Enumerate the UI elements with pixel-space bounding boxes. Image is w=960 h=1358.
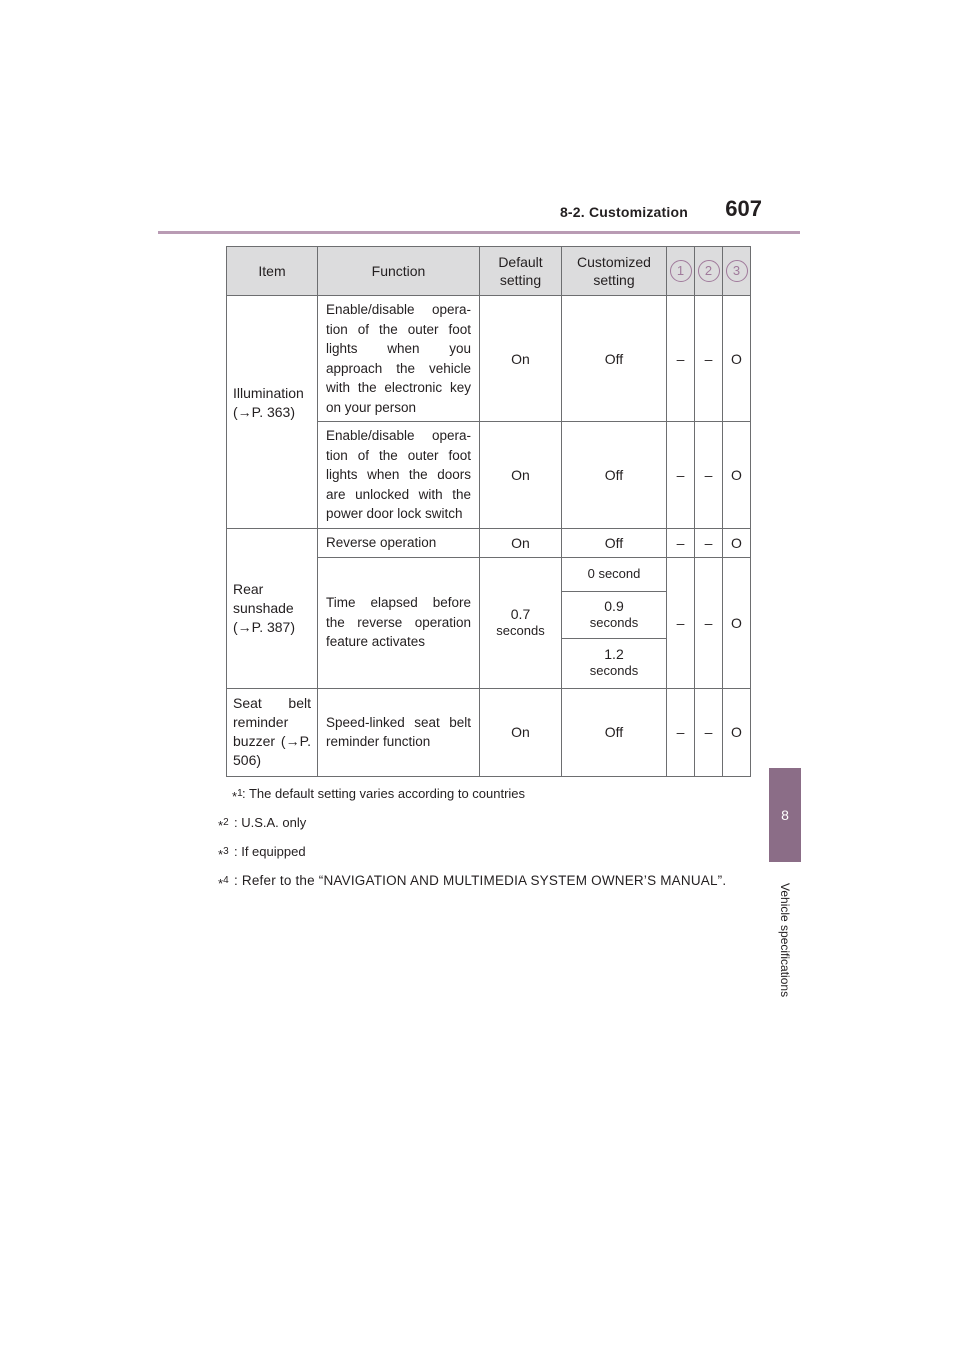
footnote-text: : The default setting varies according to countries (242, 786, 526, 801)
item-rear-sunshade: Rear sunshade (→P. 387) (227, 529, 318, 689)
option-value: 0.9 (604, 597, 624, 614)
customized-value: Off (562, 296, 667, 422)
option-value: 1.2 (604, 646, 624, 662)
footnote-asterisk: * (232, 789, 238, 804)
default-number: 0.7 (510, 605, 531, 622)
default-value: On (480, 529, 562, 558)
page-number: 607 (725, 196, 762, 221)
column-header-3 (723, 247, 751, 296)
mark-col3: O (723, 422, 751, 529)
column-header-2 (695, 247, 723, 296)
footnote-text: : Refer to the “NAVIGATION AND MULTIMEDIA SYSTEM OWNER’S MANUAL”. (234, 873, 727, 888)
footnote-1 (222, 783, 767, 805)
number-1-icon: 1 (670, 260, 692, 282)
item-illumination: Illumination (→P. 363) (227, 296, 318, 529)
table-header-row (227, 247, 751, 296)
default-value: On (480, 296, 562, 422)
mark-col2: – (695, 557, 723, 688)
footnote-asterisk: * (218, 818, 224, 833)
mark-col3: O (723, 296, 751, 422)
mark-col1: – (667, 688, 695, 776)
column-header-1 (667, 247, 695, 296)
option-cell (562, 638, 667, 688)
number-3-icon: 3 (726, 260, 748, 282)
footnote-number: 3 (223, 846, 229, 857)
mark-col3: O (723, 557, 751, 688)
default-setting-label: Default setting (498, 254, 543, 288)
footnote-number: 4 (223, 875, 229, 886)
column-header-item: Item (227, 247, 318, 296)
chapter-tab[interactable] (769, 768, 801, 862)
default-value: On (480, 422, 562, 529)
chapter-number: 8 (781, 807, 789, 823)
mark-col1: – (667, 529, 695, 558)
function-cell: Enable/disable opera-tion of the outer foot lights when the doors are unlocked with the power door lock switch (318, 422, 480, 529)
footnote-number: 2 (223, 817, 229, 828)
option-unit: seconds (589, 614, 639, 630)
mark-col1: – (667, 422, 695, 529)
function-cell: Enable/disable opera-tion of the outer foot lights when you approach the vehicle with the electronic key on your person (318, 296, 480, 422)
function-cell: Speed-linked seat belt reminder function (318, 688, 480, 776)
option-cell (562, 591, 667, 638)
chapter-title: Vehicle specifications (778, 882, 792, 998)
mark-col2: – (695, 422, 723, 529)
default-value (480, 557, 562, 688)
table-row (227, 529, 751, 558)
section-title: 8-2. Customization (559, 204, 688, 220)
option-cell (562, 557, 667, 591)
customized-setting-label: Customized setting (577, 254, 651, 288)
option-value: 0 second (587, 566, 641, 581)
mark-col1: – (667, 296, 695, 422)
table-row (227, 688, 751, 776)
item-seat-belt-reminder: Seat belt reminder buzzer (→P. 506) (227, 688, 318, 776)
chapter-label (762, 870, 808, 1010)
table-row (227, 296, 751, 422)
function-cell: Time elapsed before the reverse operation feature activates (318, 557, 480, 688)
footnote-asterisk: * (218, 847, 224, 862)
mark-col2: – (695, 296, 723, 422)
column-header-default (480, 247, 562, 296)
footnote-text: : U.S.A. only (234, 815, 307, 830)
footnote-asterisk: * (218, 876, 224, 891)
mark-col2: – (695, 688, 723, 776)
number-2-icon: 2 (698, 260, 720, 282)
footnote-3 (208, 841, 753, 863)
footnote-2 (208, 812, 753, 834)
footnote-4 (208, 870, 753, 892)
header-divider (158, 231, 800, 234)
mark-col3: O (723, 688, 751, 776)
customized-value: Off (562, 529, 667, 558)
footnote-text: : If equipped (234, 844, 306, 859)
mark-col3: O (723, 529, 751, 558)
option-unit: seconds (589, 663, 639, 678)
footnote-number: 1 (237, 788, 243, 799)
default-value: On (480, 688, 562, 776)
customization-table (226, 246, 751, 777)
customized-value: Off (562, 688, 667, 776)
column-header-function: Function (318, 247, 480, 296)
function-cell: Reverse operation (318, 529, 480, 558)
customized-value: Off (562, 422, 667, 529)
default-unit: seconds (496, 622, 545, 638)
mark-col1: – (667, 557, 695, 688)
mark-col2: – (695, 529, 723, 558)
column-header-customized (562, 247, 667, 296)
